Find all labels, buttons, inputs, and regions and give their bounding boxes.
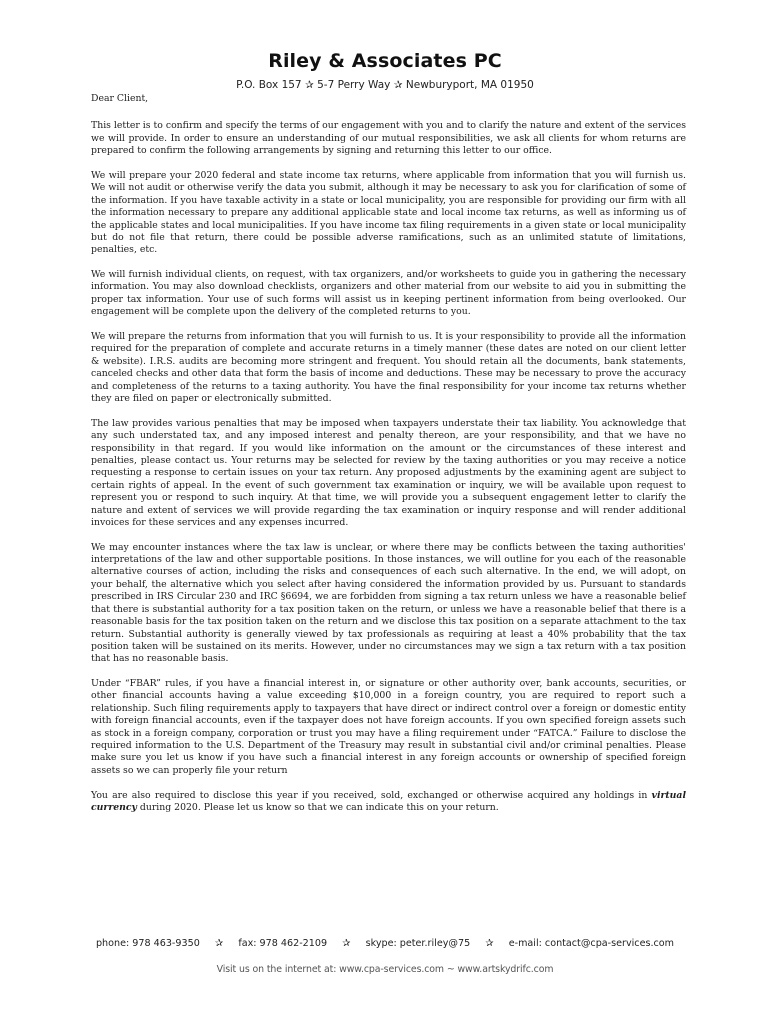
paragraph-client-responsibility: We will prepare the returns from information that you will furnish to us. It is your responsibility to provide all the information required for the preparation of complete and accurate returns in a timely manner (these dates are noted on our client letter & website). I.R.S. audits are becoming more stringent and frequent. You should retain all the documents, bank statements, canceled checks and other data that form the basis of income and deductions. These may be necessary to prove the accuracy and completeness of the returns to a taxing authority. You have the final responsibility for your income tax returns whether they are filed on paper or electronically submitted. <box>91 330 686 405</box>
address-street: 5-7 Perry Way <box>317 79 391 91</box>
paragraph-virtual-currency <box>91 790 686 815</box>
star-separator-icon: ✰ <box>304 79 314 91</box>
footer-contact-bar <box>0 938 770 949</box>
virtual-currency-text-after: during 2020. Please let us know so that we can indicate this on your return. <box>136 801 499 813</box>
footer-fax: fax: 978 462-2109 <box>238 938 328 949</box>
virtual-currency-emphasis: virtual currency <box>91 789 686 813</box>
paragraph-penalties: The law provides various penalties that may be imposed when taxpayers understate their tax liability. You acknowledge that any such understated tax, and any imposed interest and penalty thereon, are your responsibility, and that we have no responsibility in that regard. If you would like information on the amount or the circumstances of these interest and penalties, please contact us. Your returns may be selected for review by the taxing authorities or you may receive a notice requesting a response to certain issues on your tax return. Any proposed adjustments by the examining agent are subject to certain rights of appeal. In the event of such government tax examination or inquiry, we will be available upon request to represent you or respond to such inquiry. At that time, we will provide you a subsequent engagement letter to clarify the nature and extent of services we will provide regarding the tax examination or inquiry response and will render additional invoices for these services and any expenses incurred. <box>91 417 686 528</box>
star-separator-icon: ✰ <box>342 938 351 949</box>
virtual-currency-text-before: You are also required to disclose this year if you received, sold, exchanged or otherwise acquired any holdings in <box>91 789 652 801</box>
paragraph-fbar: Under “FBAR” rules, if you have a financial interest in, or signature or other authority over, bank accounts, securities, or other financial accounts having a value exceeding $10,000 in a foreign country, you are required to report such a relationship. Such filing requirements apply to taxpayers that have direct or indirect control over a foreign or domestic entity with foreign financial accounts, even if the taxpayer does not have foreign accounts. If you own specified foreign assets such as stock in a foreign company, corporation or trust you may have a filing requirement under “FATCA.” Failure to disclose the required information to the U.S. Department of the Treasury may result in substantial civil and/or criminal penalties. Please make sure you let us know if you have such a financial interest in any foreign accounts or ownership of specified foreign assets so we can properly file your return <box>91 678 686 776</box>
firm-name: Riley & Associates PC <box>268 50 502 72</box>
paragraph-return-preparation: We will prepare your 2020 federal and state income tax returns, where applicable from information that you will furnish us. We will not audit or otherwise verify the data you submit, although it may be necessary to ask you for clarification of some of the information. If you have taxable activity in a state or local municipality, you are responsible for providing our firm with all the information necessary to prepare any additional applicable state and local income tax returns, as well as informing us of the applicable states and local municipalities. If you have income tax filing requirements in a given state or local municipality but do not file that return, there could be possible adverse ramifications, such as an unlimited statute of limitations, penalties, etc. <box>91 169 686 256</box>
address-city: Newburyport, MA 01950 <box>405 79 534 91</box>
letter-body <box>91 93 686 814</box>
star-separator-icon: ✰ <box>214 938 224 949</box>
paragraph-tax-positions: We may encounter instances where the tax law is unclear, or where there may be conflicts between the taxing authorities' interpretations of the law and other supportable positions. In those instances, we will outline for you each of the reasonable alternative courses of action, including the risks and consequences of each such alternative. In the end, we will adopt, on your behalf, the alternative which you select after having considered the information provided by us. Pursuant to standards prescribed in IRS Circular 230 and IRC §6694, we are forbidden from signing a tax return unless we have a reasonable belief that there is substantial authority for a tax position taken on the return, or unless we have a reasonable belief that there is a reasonable basis for the tax position taken on the return and we disclose this tax position on a separate attachment to the tax return. Substantial authority is generally viewed by tax professionals as requiring at least a 40% probability that the tax position taken will be sustained on its merits. However, under no circumstances may we sign a tax return with a tax position that has no reasonable basis. <box>91 541 686 665</box>
firm-address <box>0 79 770 91</box>
address-po-box: P.O. Box 157 <box>236 79 302 91</box>
paragraph-engagement-purpose: This letter is to confirm and specify the terms of our engagement with you and to clarify the nature and extent of the services we will provide. In order to ensure an understanding of our mutual responsibilities, we ask all clients for whom returns are prepared to confirm the following arrangements by signing and returning this letter to our office. <box>91 120 686 157</box>
footer-skype: skype: peter.riley@75 <box>365 938 471 949</box>
paragraph-organizers: We will furnish individual clients, on request, with tax organizers, and/or worksheets to guide you in gathering the necessary information. You may also download checklists, organizers and other material from our website to aid you in submitting the proper tax information. Your use of such forms will assist us in keeping pertinent information from being overlooked. Our engagement will be complete upon the delivery of the completed returns to you. <box>91 269 686 318</box>
salutation: Dear Client, <box>91 93 149 104</box>
footer-email[interactable]: e-mail: contact@cpa-services.com <box>508 938 675 949</box>
star-separator-icon: ✰ <box>485 938 494 949</box>
footer-website-line[interactable]: Visit us on the internet at: www.cpa-services.com ~ www.artskydrifc.com <box>216 964 554 975</box>
star-separator-icon: ✰ <box>393 79 403 91</box>
footer-phone: phone: 978 463-9350 <box>95 938 200 949</box>
